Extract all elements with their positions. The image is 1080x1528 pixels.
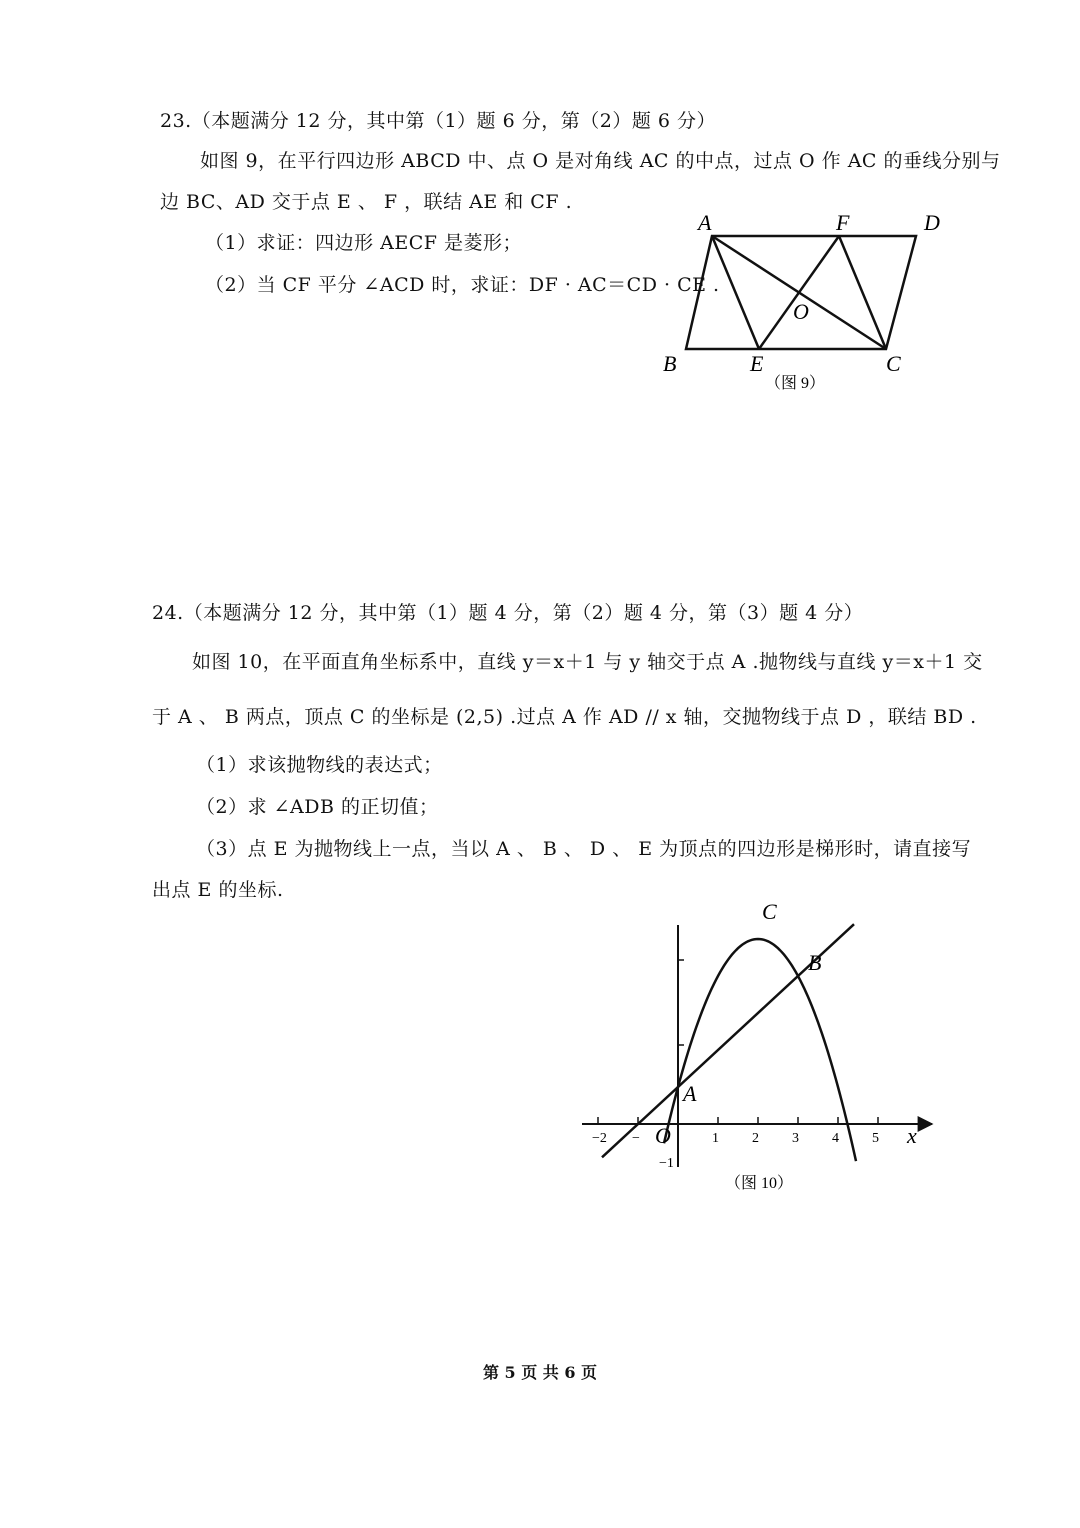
q24-part1: （1）求该抛物线的表达式；: [196, 754, 443, 776]
label-b: B: [808, 950, 822, 975]
q24-part2: （2）求 ∠ADB 的正切值；: [196, 796, 439, 818]
q23-part2: （2）当 CF 平分 ∠ACD 时，求证：DF · AC＝CD · CE .: [205, 274, 720, 296]
label-a: A: [683, 1081, 697, 1106]
label-d: D: [924, 210, 940, 235]
segment-ef: [759, 236, 839, 349]
x-tick-label: −2: [592, 1131, 607, 1146]
x-tick-label: −: [632, 1131, 640, 1146]
figure-9-caption: （图 9）: [765, 375, 826, 392]
label-o: O: [793, 299, 809, 324]
label-a: A: [698, 210, 712, 235]
page-footer: 第 5 页 共 6 页: [482, 1363, 598, 1382]
segment-fc: [839, 236, 886, 349]
q24-header: 24.（本题满分 12 分，其中第（1）题 4 分，第（2）题 4 分，第（3）题 4 分）: [152, 602, 864, 624]
label-c: C: [886, 351, 901, 376]
q24-stem-line2: 于 A 、 B 两点，顶点 C 的坐标是 (2,5) .过点 A 作 AD // x 轴，交抛物线于点 D ，联结 BD .: [152, 706, 977, 728]
label-f: F: [836, 210, 850, 235]
q23-header: 23.（本题满分 12 分，其中第（1）题 6 分，第（2）题 6 分）: [160, 110, 716, 132]
figure-10: [570, 895, 950, 1205]
q23-stem-line1: 如图 9，在平行四边形 ABCD 中、点 O 是对角线 AC 的中点，过点 O 作 AC 的垂线分别与: [200, 150, 1001, 172]
q24-part3-line2: 出点 E 的坐标.: [152, 879, 284, 901]
x-tick-label: 1: [712, 1131, 719, 1146]
label-c: C: [762, 899, 777, 924]
x-tick-label: 5: [872, 1131, 879, 1146]
x-tick-label: 2: [752, 1131, 759, 1146]
label-b: B: [663, 351, 677, 376]
figure-9: [650, 205, 960, 400]
q23-part1: （1）求证：四边形 AECF 是菱形；: [205, 232, 522, 254]
tick-neg1: −1: [659, 1156, 674, 1171]
parabola: [664, 939, 856, 1161]
x-tick-label: 3: [792, 1131, 799, 1146]
x-tick-label: 4: [832, 1131, 839, 1146]
label-e: E: [750, 351, 764, 376]
q24-part3-line1: （3）点 E 为抛物线上一点，当以 A 、 B 、 D 、 E 为顶点的四边形是梯形时，请直接写: [196, 838, 972, 860]
q23-stem-line2: 边 BC、AD 交于点 E 、 F ，联结 AE 和 CF .: [160, 191, 573, 213]
q24-stem-line1: 如图 10，在平面直角坐标系中，直线 y＝x＋1 与 y 轴交于点 A .抛物线与直线 y＝x＋1 交: [192, 651, 983, 673]
figure-10-caption: （图 10）: [725, 1175, 794, 1192]
label-o: O: [655, 1123, 671, 1148]
segment-ae: [712, 236, 759, 349]
label-x-axis: x: [907, 1123, 917, 1148]
